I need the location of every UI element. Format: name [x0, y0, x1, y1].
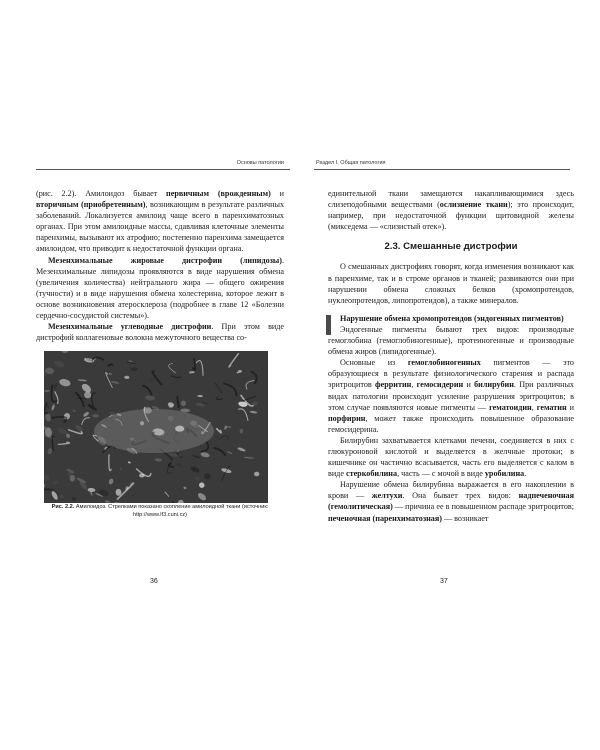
subsection-heading: Нарушение обмена хромопротеидов (эндогенных пигментов) [340, 313, 564, 323]
amyloidosis-micrograph [44, 351, 268, 503]
text-run: единительной ткани замещаются накапливающимися здесь слизеподобными веществами ( [328, 189, 574, 210]
figure-caption-text: Амилоидоз. Стрелками показано скопление амилоидной ткани (источник: http://www.lf3.cuni.cz) [75, 504, 269, 519]
text-run: , [531, 402, 537, 412]
paragraph [328, 261, 574, 305]
text-run: ); это происходит, например, при недостаточной функции щитовидной железы (микседема — «слизистый отек»). [328, 200, 574, 232]
text-run: , может также происходить повышенное образование гемосидерина. [328, 413, 574, 434]
page-number-right: 37 [440, 578, 448, 585]
left-page-text [36, 188, 284, 519]
bold-term: стеркобилина [345, 469, 398, 479]
text-run: — возникает [441, 513, 489, 523]
text-run: . Мезенхимальные липидозы проявляются в виде нарушения обмена (увеличения количества) нейтрального жира — общего ожирения (тучности) и в виде нарушения обмена холестерина, которое лежит в основе возникновения атеросклероза (подробнее в главе 12 «Болезни сердечно-сосудистой системы»). [36, 255, 284, 321]
bold-term: уробилина [484, 469, 525, 479]
bold-term: гематин [536, 402, 567, 412]
text-run: . При этом виде дистрофий коллагеновые волокна межуточного вещества со- [36, 322, 284, 343]
text-run: и [463, 380, 475, 390]
text-run: (рис. 2.2). Амилоидоз бывает [36, 189, 167, 198]
right-page [312, 160, 580, 585]
text-run: , [411, 380, 417, 390]
bold-term: печеночная (паренхиматозная) [328, 513, 442, 523]
text-run: и [270, 189, 284, 198]
text-run: . [524, 469, 527, 479]
paragraph [328, 435, 574, 479]
paragraph [328, 188, 574, 232]
running-head-right: Раздел I. Общая патология [316, 160, 386, 166]
bold-term: ферритин [375, 380, 412, 390]
book-spread [22, 160, 580, 585]
header-rule-left [36, 169, 290, 170]
text-run: , возникающим в результате различных заболеваний. Локализуется амилоид чаще всего в паренхиматозных органах. При этом амилоидные массы, сдавливая клеточные элементы паренхимы, вызывают их атрофию; постепенно паренхима замещается амилоидом, что приводит к недостаточной функции органа. [36, 200, 285, 254]
bold-term: вторичным (приобретенным) [36, 200, 146, 210]
running-head-left: Основы патологии [236, 160, 284, 166]
bold-term: Мезенхимальные углеводные дистрофии [48, 322, 212, 332]
text-run: Билирубин захватывается клетками печени, соединяется в них с глюкуроновой кислотой и выделяется в желчные протоки; в кишечнике он частично всасывается, часть его выделяется с калом в виде [328, 435, 574, 479]
bold-term: гематоидин [489, 402, 532, 412]
text-run: О смешанных дистрофиях говорят, когда изменения возникают как в паренхиме, так и в строме органов и тканей; развиваются они при нарушении обмена сложных белков (хромопротеидов, нуклеопротеидов, липопротеидов), а также минералов. [328, 262, 574, 305]
text-run: . Она бывает трех видов: [402, 491, 519, 501]
bold-term: билирубин [474, 380, 514, 390]
right-page-text [328, 188, 574, 524]
paragraph [36, 321, 284, 343]
figure-label: Рис. 2.2. [51, 504, 75, 511]
bold-term: желтухи [371, 491, 403, 501]
text-run: Основные из [340, 358, 408, 368]
left-page [22, 160, 292, 585]
text-run: пигментов — это образующиеся в результате физиологического старения и распада эритроцитов [328, 358, 574, 390]
text-run: Эндогенные пигменты бывают трех видов: производные гемоглобина (гемоглобиногенные), протеиногенные и производные обмена жиров (липидогенные). [328, 324, 574, 357]
text-run: , часть — с мочой в виде [397, 469, 485, 479]
bold-term: Мезенхимальные жировые дистрофии (липидозы) [48, 255, 282, 265]
bold-term: надпеченочная (гемолитическая) [328, 491, 574, 512]
bold-term: порфирин [328, 413, 366, 423]
text-run: и [566, 402, 575, 412]
paragraph [36, 255, 284, 322]
bold-term: гемоглобиногенных [407, 358, 481, 368]
page-number-left: 36 [150, 578, 158, 585]
header-rule-right [314, 169, 570, 170]
text-run: — причина ее в повышенном распаде эритроцитов; [392, 502, 574, 512]
paragraph [328, 479, 574, 523]
text-run: Нарушение обмена билирубина выражается в его накоплении в крови — [328, 480, 574, 501]
section-heading: 2.3. Смешанные дистрофии [384, 241, 518, 253]
figure-caption [36, 503, 284, 519]
paragraph [328, 324, 574, 357]
bold-term: гемосидерин [416, 380, 464, 390]
text-run: . При различных видах патологии происходит усиление разрушения эритроцитов; в этом случае появляются новые пигменты — [328, 380, 574, 412]
subsection [328, 313, 574, 324]
subsection-marker [326, 315, 331, 335]
paragraph [36, 188, 284, 255]
bold-term: ослизнение ткани [439, 200, 508, 210]
paragraph [328, 357, 574, 435]
bold-term: первичным (врожденным) [166, 189, 271, 198]
